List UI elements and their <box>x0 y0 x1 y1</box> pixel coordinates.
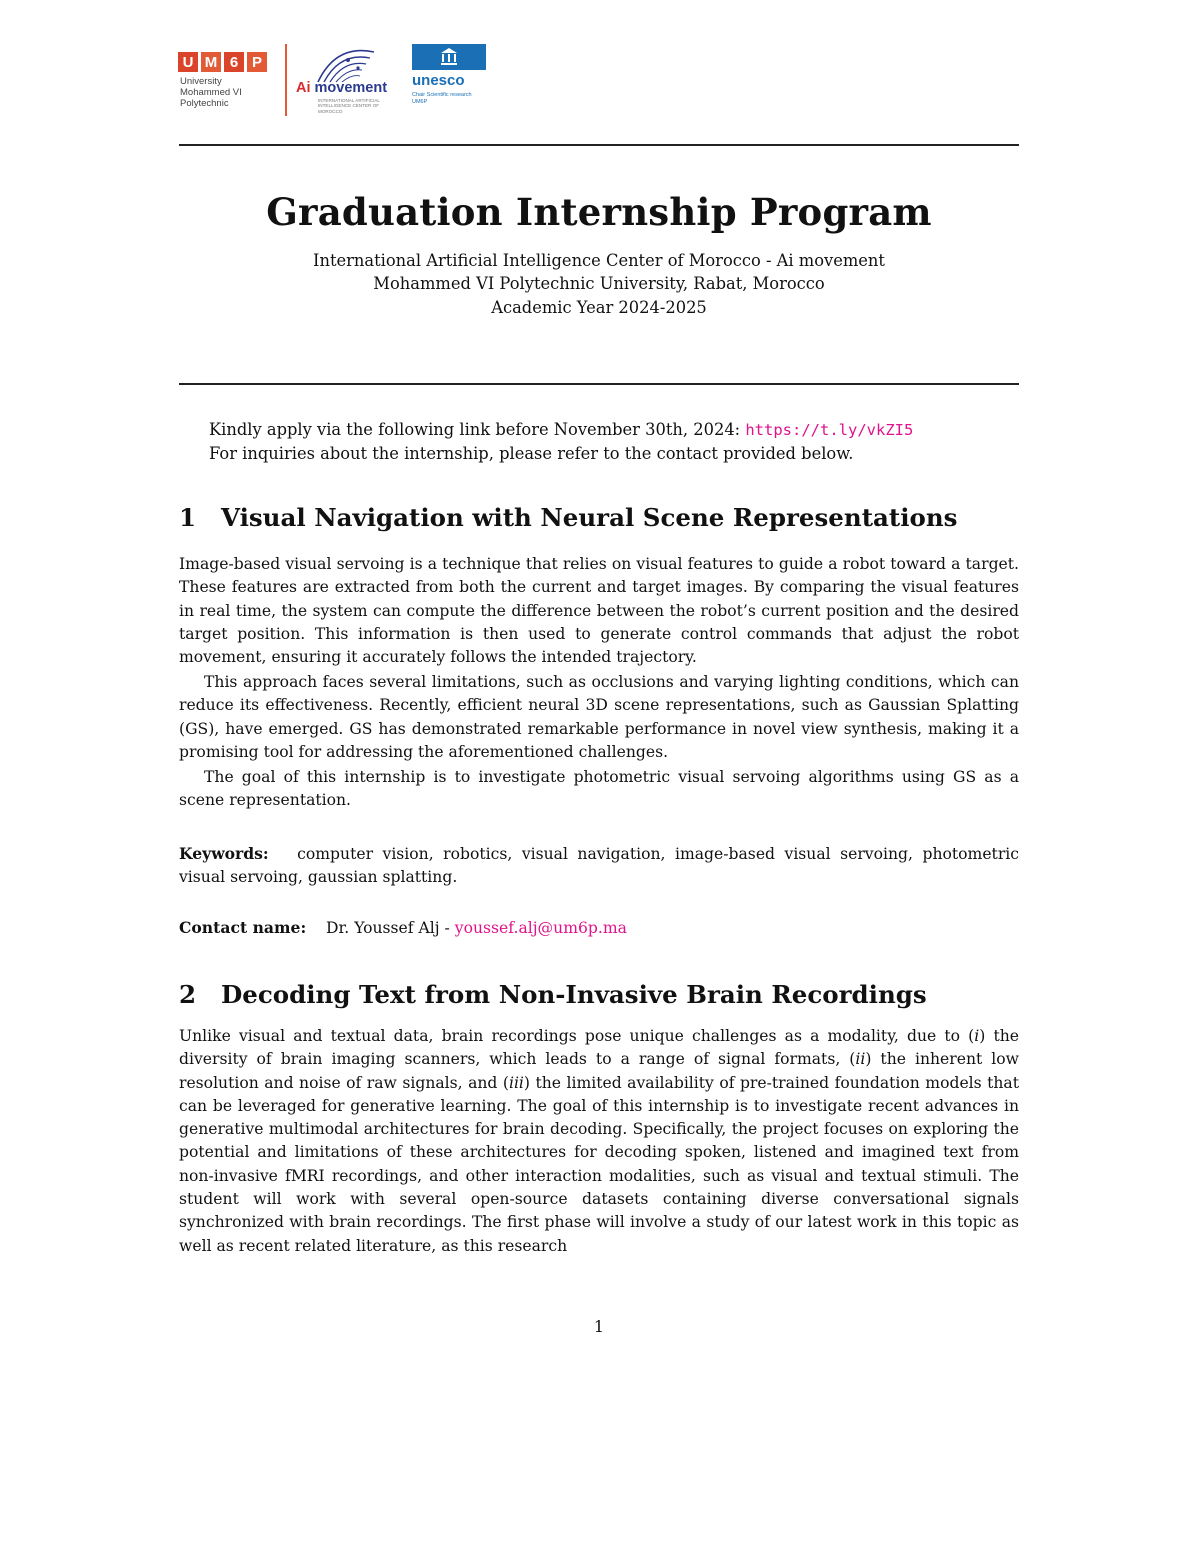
section-paragraph: Image-based visual servoing is a technique that relies on visual features to guide a robot toward a target. These features are extracted from both the current and target images. By comparing the visual features in real time, the system can compute the difference between the robot’s current position and the desired target position. This information is then used to generate control commands that adjust the robot movement, ensuring it accurately follows the intended trajectory. <box>179 555 1019 667</box>
subtitle-line: Mohammed VI Polytechnic University, Rabat, Morocco <box>373 274 825 293</box>
subtitle-line: Academic Year 2024-2025 <box>491 298 707 317</box>
section-paragraph: The goal of this internship is to investigate photometric visual servoing algorithms using GS as a scene representation. <box>179 768 1019 810</box>
section-title: Decoding Text from Non-Invasive Brain Recordings <box>221 980 927 1009</box>
um6p-caption: University Mohammed VI Polytechnic <box>180 76 242 109</box>
unesco-wordmark: unesco <box>412 72 465 89</box>
contact-email-link[interactable]: youssef.alj@um6p.ma <box>454 919 627 937</box>
unesco-chair-caption: Chair Scientific research UM6P <box>412 92 472 105</box>
logo-divider <box>285 44 287 116</box>
section-heading <box>179 503 1019 532</box>
section-heading <box>179 980 1019 1009</box>
apply-link[interactable]: https://t.ly/vkZI5 <box>745 421 914 439</box>
um6p-letter: 6 <box>224 52 244 72</box>
inquiry-line: For inquiries about the internship, please refer to the contact provided below. <box>209 444 854 463</box>
um6p-letter: P <box>247 52 267 72</box>
unesco-temple-icon <box>439 46 459 66</box>
apply-line: Kindly apply via the following link before November 30th, 2024: https://t.ly/vkZI5 <box>209 420 914 439</box>
um6p-logo <box>178 52 267 72</box>
um6p-letter: U <box>178 52 198 72</box>
section-paragraph: This approach faces several limitations, such as occlusions and varying lighting conditions, which can reduce its effectiveness. Recently, efficient neural 3D scene representations, such as Gaussian Splatting (GS), have emerged. GS has demonstrated remarkable performance in novel view synthesis, making it a promising tool for addressing the aforementioned challenges. <box>179 673 1019 761</box>
section-title: Visual Navigation with Neural Scene Representations <box>221 503 958 532</box>
page-number: 1 <box>593 1317 605 1336</box>
title-rule <box>179 383 1019 385</box>
aimovement-wordmark: Ai movement <box>296 80 388 96</box>
top-rule <box>179 144 1019 146</box>
subtitle-line: International Artificial Intelligence Center of Morocco - Ai movement <box>313 251 885 270</box>
section-number: 2 <box>179 980 197 1009</box>
section-number: 1 <box>179 503 197 532</box>
page-title: Graduation Internship Program <box>266 190 932 234</box>
contact-line: Contact name: Dr. Youssef Alj - youssef.alj@um6p.ma <box>179 918 627 937</box>
section-paragraph: Unlike visual and textual data, brain recordings pose unique challenges as a modality, due to (i) the diversity of brain imaging scanners, which leads to a range of signal formats, (ii) the inherent low resolution and noise of raw signals, and (iii) the limited availability of pre-trained foundation models that can be leveraged for generative learning. The goal of this internship is to investigate recent advances in generative multimodal architectures for brain decoding. Specifically, the project focuses on exploring the potential and limitations of these architectures for decoding spoken, listened and imagined text from non-invasive fMRI recordings, and other interaction modalities, such as visual and textual stimuli. The student will work with several open-source datasets containing diverse conversational signals synchronized with brain recordings. The first phase will involve a study of our latest work in this topic as well as recent related literature, as this research <box>179 1027 1019 1255</box>
aimovement-tagline: INTERNATIONAL ARTIFICIAL INTELLIGENCE CENTER OF MOROCCO <box>318 98 380 114</box>
logo-header <box>178 42 498 122</box>
um6p-letter: M <box>201 52 221 72</box>
keywords: Keywords: computer vision, robotics, visual navigation, image-based visual servoing, photometric visual servoing, gaussian splatting. <box>179 844 1019 887</box>
